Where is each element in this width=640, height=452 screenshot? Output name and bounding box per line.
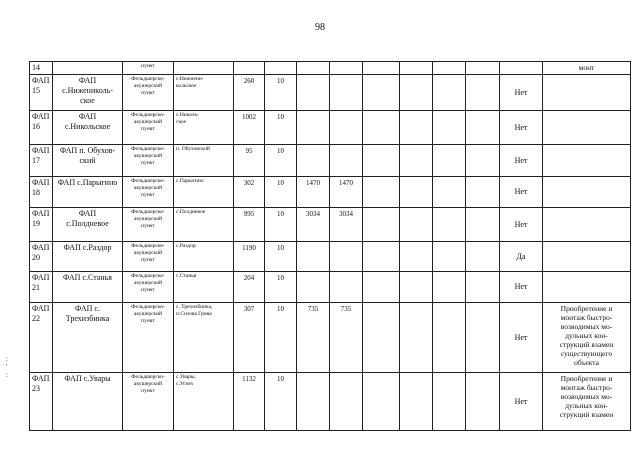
facility-type-cell: Фельдшерско- акушерский пункт xyxy=(123,177,174,208)
code-cell: ФАП 15 xyxy=(30,75,53,111)
empty-cell xyxy=(400,272,433,303)
facility-name-cell: ФАП с.Раздор xyxy=(53,242,123,272)
header-name-cell xyxy=(53,62,123,75)
empty-cell xyxy=(400,208,433,242)
location-cell: с. Трехизбинка, п.Сизова Грива xyxy=(174,303,234,373)
location-cell: с.Увары, с.Успех xyxy=(174,373,234,431)
note-cell xyxy=(543,208,631,242)
table-row xyxy=(30,75,631,111)
value-cell-1 xyxy=(297,111,330,145)
radius-cell: 10 xyxy=(265,272,297,303)
value-cell-2 xyxy=(330,145,363,177)
radius-cell: 10 xyxy=(265,75,297,111)
empty-cell xyxy=(363,145,400,177)
population-cell: 995 xyxy=(234,208,265,242)
empty-cell xyxy=(433,373,466,431)
value-cell-2 xyxy=(330,272,363,303)
margin-marks xyxy=(6,355,8,379)
radius-cell: 10 xyxy=(265,177,297,208)
header-note-cell: монт xyxy=(543,62,631,75)
header-cell xyxy=(466,62,500,75)
exists-flag-cell: Нет xyxy=(500,75,543,111)
radius-cell: 10 xyxy=(265,111,297,145)
value-cell-1 xyxy=(297,272,330,303)
facility-type-cell: Фельдшерско- акушерский пункт xyxy=(123,75,174,111)
radius-cell: 10 xyxy=(265,208,297,242)
empty-cell xyxy=(400,75,433,111)
radius-cell: 10 xyxy=(265,303,297,373)
table-row xyxy=(30,145,631,177)
code-cell: ФАП 18 xyxy=(30,177,53,208)
location-cell: с.Полдневое xyxy=(174,208,234,242)
facility-type-cell: Фельдшерско- акушерский пункт xyxy=(123,145,174,177)
code-cell: ФАП 20 xyxy=(30,242,53,272)
empty-cell xyxy=(466,177,500,208)
value-cell-1 xyxy=(297,242,330,272)
value-cell-2 xyxy=(330,373,363,431)
empty-cell xyxy=(466,373,500,431)
facility-type-cell: Фельдшерско- акушерский пункт xyxy=(123,373,174,431)
code-cell: ФАП 23 xyxy=(30,373,53,431)
header-cell xyxy=(174,62,234,75)
value-cell-2: 735 xyxy=(330,303,363,373)
value-cell-2 xyxy=(330,111,363,145)
empty-cell xyxy=(400,303,433,373)
table-row xyxy=(30,177,631,208)
empty-cell xyxy=(400,111,433,145)
code-cell: ФАП 21 xyxy=(30,272,53,303)
table-row xyxy=(30,111,631,145)
note-cell xyxy=(543,242,631,272)
exists-flag-cell: Нет xyxy=(500,272,543,303)
header-cell xyxy=(297,62,330,75)
margin-mark: ' xyxy=(6,363,8,371)
empty-cell xyxy=(433,177,466,208)
value-cell-1: 735 xyxy=(297,303,330,373)
population-cell: 260 xyxy=(234,75,265,111)
facility-type-cell: Фельдшерско- акушерский пункт xyxy=(123,272,174,303)
table-row xyxy=(30,373,631,431)
header-type-cell: пункт xyxy=(123,62,174,75)
location-cell: с.Николь- ское xyxy=(174,111,234,145)
facility-table xyxy=(29,61,631,431)
value-cell-2: 3034 xyxy=(330,208,363,242)
facility-name-cell: ФАП с.Нижениколь- ское xyxy=(53,75,123,111)
population-cell: 302 xyxy=(234,177,265,208)
empty-cell xyxy=(363,177,400,208)
header-cell xyxy=(500,62,543,75)
facility-name-cell: ФАП с.Никольское xyxy=(53,111,123,145)
exists-flag-cell: Нет xyxy=(500,373,543,431)
empty-cell xyxy=(433,303,466,373)
note-cell xyxy=(543,272,631,303)
radius-cell: 10 xyxy=(265,373,297,431)
empty-cell xyxy=(400,373,433,431)
empty-cell xyxy=(466,208,500,242)
population-cell: 307 xyxy=(234,303,265,373)
table-row xyxy=(30,272,631,303)
value-cell-1: 1470 xyxy=(297,177,330,208)
facility-name-cell: ФАП с.Станья xyxy=(53,272,123,303)
table-body xyxy=(30,75,631,431)
empty-cell xyxy=(363,111,400,145)
margin-mark: : xyxy=(6,371,8,379)
facility-type-cell: Фельдшерско- акушерский пункт xyxy=(123,303,174,373)
empty-cell xyxy=(363,208,400,242)
empty-cell xyxy=(363,303,400,373)
empty-cell xyxy=(466,75,500,111)
location-cell: с.Станья xyxy=(174,272,234,303)
header-code-cell: 14 xyxy=(30,62,53,75)
header-cell xyxy=(234,62,265,75)
population-cell: 95 xyxy=(234,145,265,177)
exists-flag-cell: Нет xyxy=(500,208,543,242)
header-cell xyxy=(330,62,363,75)
empty-cell xyxy=(433,145,466,177)
exists-flag-cell: Да xyxy=(500,242,543,272)
code-cell: ФАП 17 xyxy=(30,145,53,177)
code-cell: ФАП 19 xyxy=(30,208,53,242)
empty-cell xyxy=(400,242,433,272)
empty-cell xyxy=(363,272,400,303)
header-cell xyxy=(433,62,466,75)
population-cell: 1190 xyxy=(234,242,265,272)
facility-name-cell: ФАП с.Полдневое xyxy=(53,208,123,242)
empty-cell xyxy=(363,242,400,272)
header-cell xyxy=(363,62,400,75)
page-number: 98 xyxy=(315,22,325,33)
empty-cell xyxy=(363,75,400,111)
value-cell-1 xyxy=(297,75,330,111)
margin-mark: : xyxy=(6,355,8,363)
exists-flag-cell: Нет xyxy=(500,111,543,145)
facility-name-cell: ФАП с. Трехизбинка xyxy=(53,303,123,373)
location-cell: с.Раздор xyxy=(174,242,234,272)
value-cell-1 xyxy=(297,145,330,177)
location-cell: с.Парыгино xyxy=(174,177,234,208)
empty-cell xyxy=(466,272,500,303)
note-cell xyxy=(543,111,631,145)
radius-cell: 10 xyxy=(265,242,297,272)
empty-cell xyxy=(433,75,466,111)
exists-flag-cell: Нет xyxy=(500,303,543,373)
empty-cell xyxy=(363,373,400,431)
facility-name-cell: ФАП п. Обухов- ский xyxy=(53,145,123,177)
note-cell xyxy=(543,177,631,208)
empty-cell xyxy=(433,208,466,242)
empty-cell xyxy=(400,177,433,208)
empty-cell xyxy=(433,242,466,272)
note-cell: Приобретение и монтаж быстро- возводимых мо- дульных кон- струкций взамен существующего объекта xyxy=(543,303,631,373)
population-cell: 1002 xyxy=(234,111,265,145)
header-cell xyxy=(400,62,433,75)
table-row xyxy=(30,303,631,373)
population-cell: 1132 xyxy=(234,373,265,431)
location-cell: с.Нижнени- кольское xyxy=(174,75,234,111)
empty-cell xyxy=(466,111,500,145)
table-row-header xyxy=(30,62,631,75)
note-cell: Приобретение и монтаж быстро- возводимых мо- дульных кон- струкций взамен xyxy=(543,373,631,431)
population-cell: 204 xyxy=(234,272,265,303)
table-row xyxy=(30,242,631,272)
header-cell xyxy=(265,62,297,75)
facility-type-cell: Фельдшерско- акушерский пункт xyxy=(123,208,174,242)
empty-cell xyxy=(433,272,466,303)
exists-flag-cell: Нет xyxy=(500,177,543,208)
table-row xyxy=(30,208,631,242)
empty-cell xyxy=(466,303,500,373)
code-cell: ФАП 16 xyxy=(30,111,53,145)
code-cell: ФАП 22 xyxy=(30,303,53,373)
facility-name-cell: ФАП с.Увары xyxy=(53,373,123,431)
value-cell-1: 3034 xyxy=(297,208,330,242)
value-cell-2 xyxy=(330,75,363,111)
empty-cell xyxy=(466,242,500,272)
value-cell-1 xyxy=(297,373,330,431)
empty-cell xyxy=(433,111,466,145)
note-cell xyxy=(543,145,631,177)
facility-type-cell: Фельдшерско- акушерский пункт xyxy=(123,111,174,145)
radius-cell: 10 xyxy=(265,145,297,177)
location-cell: п. Обуховский xyxy=(174,145,234,177)
empty-cell xyxy=(466,145,500,177)
note-cell xyxy=(543,75,631,111)
facility-name-cell: ФАП с.Парыгино xyxy=(53,177,123,208)
exists-flag-cell: Нет xyxy=(500,145,543,177)
value-cell-2: 1470 xyxy=(330,177,363,208)
value-cell-2 xyxy=(330,242,363,272)
empty-cell xyxy=(400,145,433,177)
facility-type-cell: Фельдшерско- акушерский пункт xyxy=(123,242,174,272)
